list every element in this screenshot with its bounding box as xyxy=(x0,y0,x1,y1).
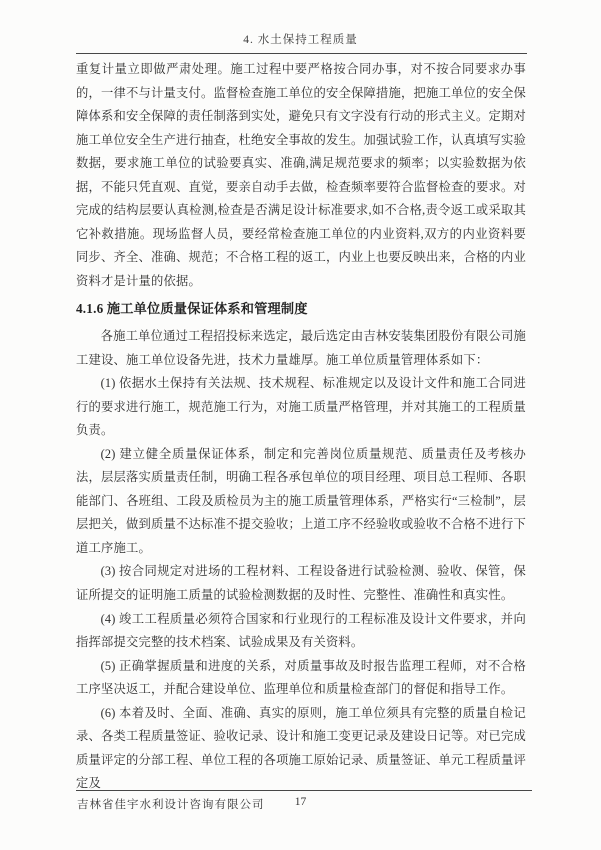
list-item-1: (1) 依据水土保持有关法规、技术规程、标准规定以及设计文件和施工合同进行的要求进行施工，规范施工行为，对施工质量严格管理，并对其施工的工程质量负责。 xyxy=(76,376,526,438)
list-item-6: (6) 本着及时、全面、准确、真实的原则，施工单位须具有完整的质量自检记录、各类工程质量签证、验收记录、设计和施工变更记录及建设日记等。对已完成质量评定的分部工程、单位工程的各项施工原始记录、质量签证、单元工程质量评定及 xyxy=(76,705,526,791)
list-item-5: (5) 正确掌握质量和进度的关系，对质量事故及时报告监理工程师，对不合格工序坚决返工，并配合建设单位、监理单位和质量检查部门的督促和指导工作。 xyxy=(76,658,526,697)
footer-page-number: 17 xyxy=(294,796,307,808)
header-rule xyxy=(76,53,527,54)
document-body xyxy=(76,58,526,796)
paragraph-intro: 各施工单位通过工程招投标来选定，最后选定由吉林安装集团股份有限公司施工建设、施工单位设备先进，技术力量雄厚。施工单位质量管理体系如下： xyxy=(76,329,526,367)
footer-rule xyxy=(76,790,532,791)
section-heading-4-1-6: 4.1.6 施工单位质量保证体系和管理制度 xyxy=(76,301,308,317)
list-item-2: (2) 建立健全质量保证体系，制定和完善岗位质量规范、质量责任及考核办法，层层落实质量责任制，明确工程各承包单位的项目经理、项目总工程师、各职能部门、各班组、工段及质检员为主的施工质量管理体系，严格实行“三检制”，层层把关，做到质量不达标准不提交验收；上道工序不经验收或验收不合格不进行下道工序施工。 xyxy=(76,446,526,555)
list-item-3: (3) 按合同规定对进场的工程材料、工程设备进行试验检测、验收、保管，保证所提交的证明施工质量的试验检测数据的及时性、完整性、准确性和真实性。 xyxy=(76,564,526,603)
page-header-chapter-title: 4. 水土保持工程质量 xyxy=(243,34,358,46)
paragraph-continued-from-previous-page: 重复计量立即做严肃处理。施工过程中要严格按合同办事，对不按合同要求办事的，一律不与计量支付。监督检查施工单位的安全保障措施，把施工单位的安全保障体系和安全保障的责任制落到实处，避免只有文字没有行动的形式主义。定期对施工单位安全生产进行抽查，杜绝安全事故的发生。加强试验工作，认真填写实验数据，要求施工单位的试验要真实、准确,满足规范要求的频率；以实验数据为依据，不能只凭直观、直觉，要亲自动手去做，检查频率要符合监督检查的要求。对完成的结构层要认真检测,检查是否满足设计标准要求,如不合格,责令返工或采取其它补救措施。现场监督人员，要经常检查施工单位的内业资料,双方的内业资料要同步、齐全、准确、规范；不合格工程的返工，内业上也要反映出来，合格的内业资料才是计量的依据。 xyxy=(76,62,526,288)
footer-company-name: 吉林省佳宇水利设计咨询有限公司 xyxy=(77,799,265,811)
list-item-4: (4) 竣工工程质量必须符合国家和行业现行的工程标准及设计文件要求，并向指挥部提交完整的技术档案、试验成果及有关资料。 xyxy=(76,611,526,650)
